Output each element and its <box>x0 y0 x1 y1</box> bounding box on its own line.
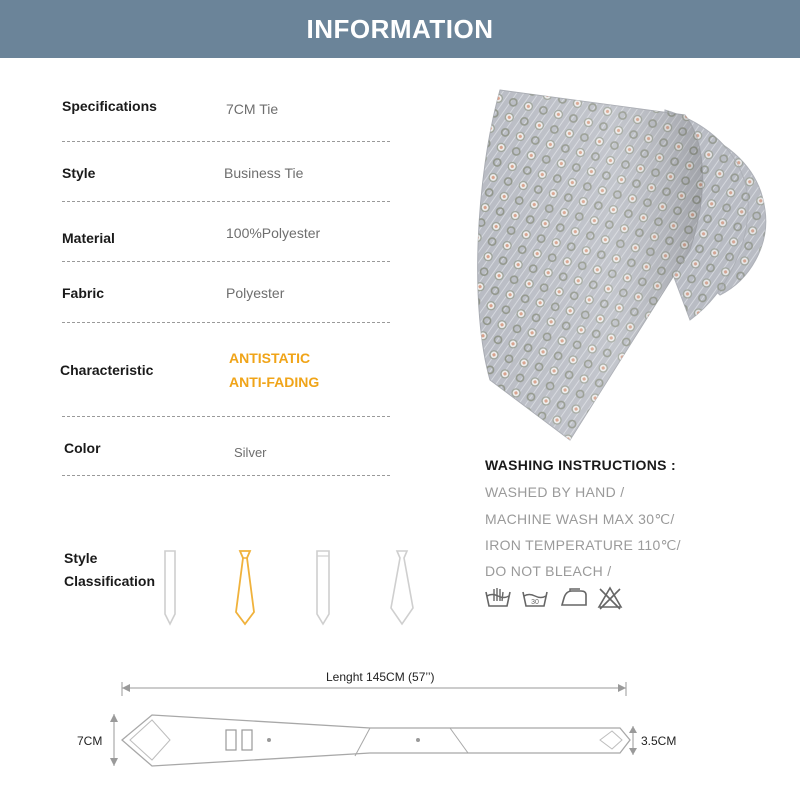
divider <box>62 141 390 142</box>
style-option-slim-icon-selected <box>232 548 258 628</box>
svg-text:30: 30 <box>531 599 539 606</box>
page-title: INFORMATION <box>306 14 494 44</box>
spec-label-material: Material <box>62 230 115 246</box>
style-classification-label-line1: Style <box>64 550 98 566</box>
tie-length-label: Lenght 145CM (57’’) <box>326 670 435 684</box>
no-bleach-icon <box>597 585 623 611</box>
spec-label-characteristic: Characteristic <box>60 362 154 378</box>
divider <box>62 201 390 202</box>
hand-wash-icon <box>484 586 512 610</box>
wash-line-machine: MACHINE WASH MAX 30℃/ <box>485 511 675 527</box>
tie-wide-width-label: 7CM <box>77 734 103 748</box>
wash-line-bleach: DO NOT BLEACH / <box>485 563 612 579</box>
spec-value-color: Silver <box>234 445 267 460</box>
spec-value-antistatic: ANTISTATIC <box>229 350 311 366</box>
divider <box>62 475 390 476</box>
spec-value-fabric: Polyester <box>226 285 285 301</box>
style-classification-label-line2: Classification <box>64 573 156 589</box>
style-option-skinny-icon <box>160 548 180 628</box>
divider <box>62 322 390 323</box>
washing-instructions-title: WASHING INSTRUCTIONS : <box>485 457 676 473</box>
spec-label-color: Color <box>64 440 101 456</box>
tie-narrow-width-label: 3.5CM <box>641 734 677 748</box>
spec-value-material: 100%Polyester <box>226 225 321 241</box>
tie-dimension-diagram <box>100 680 660 780</box>
spec-label-specifications: Specifications <box>62 98 157 114</box>
spec-value-anti-fading: ANTI-FADING <box>229 374 320 390</box>
spec-value-style: Business Tie <box>224 165 304 181</box>
divider <box>62 416 390 417</box>
spec-label-style: Style <box>62 165 96 181</box>
iron-icon <box>560 586 588 610</box>
wash-line-hand: WASHED BY HAND / <box>485 484 625 500</box>
spec-label-fabric: Fabric <box>62 285 105 301</box>
wash-line-iron: IRON TEMPERATURE 110℃/ <box>485 537 681 553</box>
style-option-straight-icon <box>313 548 333 628</box>
spec-value-specifications: 7CM Tie <box>226 101 279 117</box>
style-option-wide-icon <box>388 548 416 628</box>
machine-wash-30-icon <box>521 586 549 610</box>
tie-product-image <box>430 80 790 450</box>
divider <box>62 261 390 262</box>
